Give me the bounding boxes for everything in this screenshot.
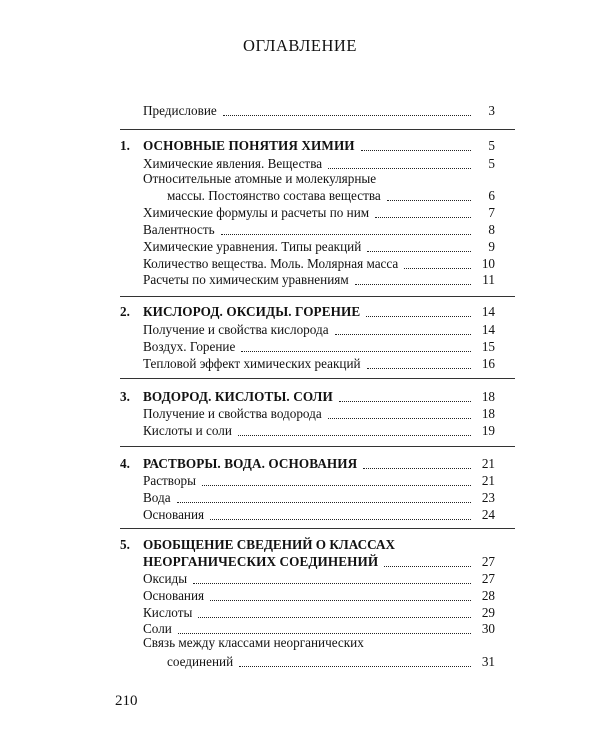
leader-dots bbox=[384, 565, 471, 567]
toc-entry[interactable] bbox=[143, 203, 495, 221]
chapter-title: ОСНОВНЫЕ ПОНЯТИЯ ХИМИИ bbox=[143, 138, 355, 153]
toc-entry[interactable] bbox=[143, 154, 495, 172]
toc-entry[interactable] bbox=[143, 652, 495, 670]
leader-dots bbox=[193, 582, 471, 584]
chapter-title-line1: ОБОБЩЕНИЕ СВЕДЕНИЙ О КЛАССАХ bbox=[143, 537, 396, 552]
toc-entry-label: Валентность bbox=[143, 222, 215, 237]
toc-entry[interactable] bbox=[143, 421, 495, 439]
toc-entry-label: Соли bbox=[143, 621, 172, 636]
leader-dots bbox=[239, 665, 471, 667]
leader-dots bbox=[375, 216, 471, 218]
leader-dots bbox=[202, 484, 471, 486]
toc-chapter-5[interactable] bbox=[143, 552, 495, 570]
toc-chapter-2[interactable] bbox=[120, 302, 495, 320]
toc-entry[interactable] bbox=[143, 337, 495, 355]
toc-entry[interactable] bbox=[143, 320, 495, 338]
toc-entry-page: 3 bbox=[488, 103, 495, 118]
chapter-number: 2. bbox=[120, 304, 130, 319]
toc-entry-label: Расчеты по химическим уравнениям bbox=[143, 272, 349, 287]
page-title: ОГЛАВЛЕНИЕ bbox=[243, 36, 357, 55]
chapter-number: 3. bbox=[120, 389, 130, 404]
chapter-page: 14 bbox=[481, 304, 495, 319]
divider bbox=[120, 296, 515, 297]
toc-entry-label: Вода bbox=[143, 490, 171, 505]
toc-entry-page: 9 bbox=[488, 239, 495, 254]
toc-entry[interactable] bbox=[143, 270, 495, 288]
toc-entry-page: 23 bbox=[481, 490, 495, 505]
toc-entry[interactable] bbox=[143, 186, 495, 204]
toc-entry-page: 10 bbox=[481, 256, 495, 271]
leader-dots bbox=[238, 434, 471, 436]
toc-entry-label: Химические явления. Вещества bbox=[143, 156, 323, 171]
toc-entry[interactable] bbox=[143, 354, 495, 372]
chapter-page: 18 bbox=[481, 389, 495, 404]
toc-entry-page: 21 bbox=[481, 473, 495, 488]
toc-entry[interactable] bbox=[143, 471, 495, 489]
divider bbox=[120, 446, 515, 447]
toc-entry-label-line1: Относительные атомные и молекулярные bbox=[143, 171, 377, 186]
leader-dots bbox=[210, 599, 471, 601]
toc-entry-label: Предисловие bbox=[143, 103, 217, 118]
toc-entry[interactable] bbox=[143, 586, 495, 604]
leader-dots bbox=[328, 417, 471, 419]
toc-chapter-3[interactable] bbox=[120, 387, 495, 405]
toc-entry-label: Химические формулы и расчеты по ним bbox=[143, 205, 370, 220]
toc-entry-label: Растворы bbox=[143, 473, 196, 488]
toc-entry-page: 24 bbox=[481, 507, 495, 522]
chapter-page: 27 bbox=[481, 554, 495, 569]
toc-entry-preface[interactable] bbox=[143, 101, 495, 119]
divider bbox=[120, 528, 515, 529]
toc-entry-label-line2: соединений bbox=[167, 654, 234, 669]
toc-entry[interactable] bbox=[143, 505, 495, 523]
chapter-title: КИСЛОРОД. ОКСИДЫ. ГОРЕНИЕ bbox=[143, 304, 361, 319]
leader-dots bbox=[387, 199, 471, 201]
toc-entry-label: Получение и свойства кислорода bbox=[143, 322, 329, 337]
leader-dots bbox=[177, 501, 471, 503]
toc-entry-page: 14 bbox=[481, 322, 495, 337]
leader-dots bbox=[178, 632, 471, 634]
leader-dots bbox=[241, 350, 471, 352]
toc-entry[interactable] bbox=[143, 404, 495, 422]
leader-dots bbox=[404, 267, 471, 269]
chapter-page: 5 bbox=[488, 138, 495, 153]
toc-entry-page: 30 bbox=[481, 621, 495, 636]
toc-entry-label: Кислоты bbox=[143, 605, 193, 620]
divider bbox=[120, 378, 515, 379]
toc-entry-label: Воздух. Горение bbox=[143, 339, 236, 354]
leader-dots bbox=[210, 518, 471, 520]
toc-entry-label: Получение и свойства водорода bbox=[143, 406, 322, 421]
chapter-title: ВОДОРОД. КИСЛОТЫ. СОЛИ bbox=[143, 389, 333, 404]
leader-dots bbox=[339, 400, 471, 402]
toc-entry[interactable] bbox=[143, 488, 495, 506]
toc-entry-label: Основания bbox=[143, 588, 205, 603]
toc-entry-page: 6 bbox=[488, 188, 495, 203]
toc-entry-label: Количество вещества. Моль. Молярная масса bbox=[143, 256, 399, 271]
toc-entry-label: Химические уравнения. Типы реакций bbox=[143, 239, 362, 254]
toc-chapter-4[interactable] bbox=[120, 454, 495, 472]
toc-entry-label: Основания bbox=[143, 507, 205, 522]
leader-dots bbox=[361, 149, 471, 151]
leader-dots bbox=[363, 467, 471, 469]
toc-entry[interactable] bbox=[143, 220, 495, 238]
page-number: 210 bbox=[115, 693, 138, 709]
chapter-number: 5. bbox=[120, 537, 130, 552]
leader-dots bbox=[366, 315, 471, 317]
leader-dots bbox=[355, 283, 471, 285]
chapter-title-line2: НЕОРГАНИЧЕСКИХ СОЕДИНЕНИЙ bbox=[143, 554, 379, 569]
toc-entry-label-line2: массы. Постоянство состава вещества bbox=[167, 188, 381, 203]
divider bbox=[120, 129, 515, 130]
leader-dots bbox=[223, 114, 471, 116]
leader-dots bbox=[221, 233, 471, 235]
chapter-number: 4. bbox=[120, 456, 130, 471]
chapter-title: РАСТВОРЫ. ВОДА. ОСНОВАНИЯ bbox=[143, 456, 358, 471]
toc-entry-page: 15 bbox=[481, 339, 495, 354]
chapter-page: 21 bbox=[481, 456, 495, 471]
toc-entry-page: 19 bbox=[481, 423, 495, 438]
toc-entry[interactable] bbox=[143, 569, 495, 587]
toc-entry[interactable] bbox=[143, 237, 495, 255]
leader-dots bbox=[367, 250, 471, 252]
toc-entry-label: Оксиды bbox=[143, 571, 188, 586]
leader-dots bbox=[328, 167, 471, 169]
toc-entry-page: 11 bbox=[482, 272, 495, 287]
leader-dots bbox=[198, 616, 471, 618]
toc-entry-page: 5 bbox=[488, 156, 495, 171]
toc-chapter-1[interactable] bbox=[120, 136, 495, 154]
toc-entry-label-line1: Связь между классами неорганических bbox=[143, 635, 364, 650]
toc-entry-label: Тепловой эффект химических реакций bbox=[143, 356, 361, 371]
toc-entry-page: 18 bbox=[481, 406, 495, 421]
leader-dots bbox=[335, 333, 471, 335]
toc-entry-page: 28 bbox=[481, 588, 495, 603]
toc-entry-page: 27 bbox=[481, 571, 495, 586]
chapter-number: 1. bbox=[120, 138, 130, 153]
toc-entry-page: 8 bbox=[488, 222, 495, 237]
toc-entry-page: 29 bbox=[481, 605, 495, 620]
leader-dots bbox=[367, 367, 471, 369]
toc-entry-page: 16 bbox=[481, 356, 495, 371]
toc-entry-page: 7 bbox=[488, 205, 495, 220]
toc-entry-label: Кислоты и соли bbox=[143, 423, 232, 438]
toc-entry-page: 31 bbox=[481, 654, 495, 669]
